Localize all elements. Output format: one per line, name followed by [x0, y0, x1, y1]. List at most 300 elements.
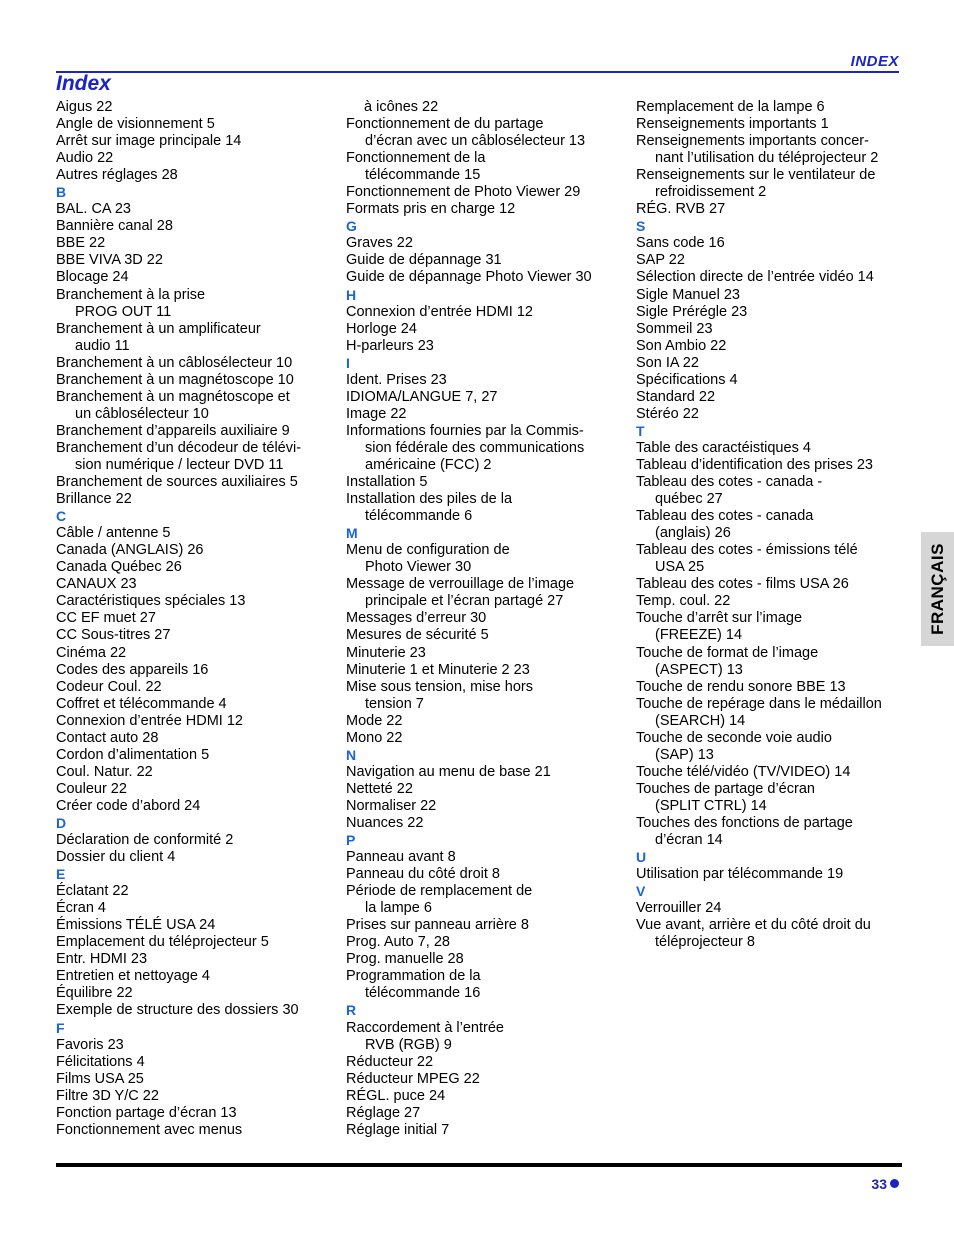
index-entry — [56, 389, 318, 423]
index-entry-text: Audio 22 — [56, 150, 114, 167]
index-entry-text: SAP 22 — [636, 252, 685, 269]
index-entry-text: Guide de dépannage 31 — [346, 252, 502, 269]
index-entry-text: H-parleurs 23 — [346, 337, 434, 354]
index-entry — [636, 917, 898, 951]
index-entry-text: Branchement de sources auxiliaires 5 — [56, 474, 298, 491]
index-entry — [346, 150, 608, 184]
section-letter: I — [346, 354, 350, 371]
index-entry — [56, 747, 318, 764]
index-entry-text: Menu de configuration de — [346, 542, 510, 559]
section-letter: C — [56, 508, 67, 525]
index-entry — [56, 525, 318, 542]
index-entry-text: Cinéma 22 — [56, 644, 127, 661]
index-entry-text: Films USA 25 — [56, 1070, 144, 1087]
index-entry-text: Ident. Prises 23 — [346, 371, 447, 388]
index-entry — [56, 150, 318, 167]
index-entry-text: Horloge 24 — [346, 320, 417, 337]
index-entry-text: Coffret et télécommande 4 — [56, 695, 227, 712]
index-entry-text: Déclaration de conformité 2 — [56, 832, 234, 849]
index-entry — [636, 781, 898, 815]
index-entry-text: Mesures de sécurité 5 — [346, 627, 489, 644]
index-entry — [346, 730, 608, 747]
index-entry-text: RÉG. RVB 27 — [636, 201, 726, 218]
index-entry — [346, 645, 608, 662]
language-tab — [921, 532, 954, 646]
index-entry-continuation: d’écran avec un câblosélecteur 13 — [365, 133, 586, 150]
index-entry-text: Couleur 22 — [56, 780, 127, 797]
index-entry-text: Écran 4 — [56, 900, 106, 917]
index-entry — [636, 457, 898, 474]
index-entry — [636, 372, 898, 389]
index-entry — [636, 133, 898, 167]
index-entry — [56, 900, 318, 917]
index-entry-text: Sigle Manuel 23 — [636, 286, 740, 303]
index-entry-text: Messages d’erreur 30 — [346, 610, 487, 627]
index-entry — [636, 167, 898, 201]
section-letter: B — [56, 184, 67, 201]
index-entry — [56, 883, 318, 900]
index-entry — [56, 610, 318, 627]
index-entry-text: Angle de visionnement 5 — [56, 116, 215, 133]
index-entry — [56, 627, 318, 644]
index-entry — [346, 713, 608, 730]
index-entry — [56, 1088, 318, 1105]
index-entry-continuation: (SPLIT CTRL) 14 — [655, 797, 767, 814]
index-entry — [56, 696, 318, 713]
index-entry — [636, 645, 898, 679]
index-entry-text: Sans code 16 — [636, 235, 725, 252]
index-entry-continuation: d’écran 14 — [655, 832, 723, 849]
index-entry — [346, 1088, 608, 1105]
index-entry-text: Touche de rendu sonore BBE 13 — [636, 678, 846, 695]
index-entry-text: Cordon d’alimentation 5 — [56, 746, 210, 763]
index-entry-text: Éclatant 22 — [56, 883, 129, 900]
index-entry — [56, 662, 318, 679]
index-entry-text: Panneau avant 8 — [346, 849, 456, 866]
index-entry — [346, 235, 608, 252]
index-entry — [346, 252, 608, 269]
index-entry-text: Canada (ANGLAIS) 26 — [56, 542, 204, 559]
index-entry-text: Programmation de la — [346, 968, 481, 985]
index-entry — [346, 116, 608, 150]
index-entry-continuation: USA 25 — [655, 559, 705, 576]
index-entry — [636, 338, 898, 355]
index-entry-text: CC Sous-titres 27 — [56, 627, 171, 644]
index-entry-continuation: PROG OUT 11 — [75, 303, 172, 320]
index-entry-continuation: principale et l’écran partagé 27 — [365, 593, 564, 610]
index-entry-text: Touche de format de l’image — [636, 644, 819, 661]
index-entry-text: Câble / antenne 5 — [56, 525, 171, 542]
page-number: 33 — [871, 1176, 887, 1192]
index-entry-text: Réglage initial 7 — [346, 1121, 450, 1138]
index-entry — [56, 934, 318, 951]
index-entry-text: Branchement d’un décodeur de télévi- — [56, 439, 302, 456]
index-entry — [56, 355, 318, 372]
index-entry-text: Standard 22 — [636, 388, 716, 405]
index-entry-text: Tableau d’identification des prises 23 — [636, 456, 873, 473]
section-letter: U — [636, 849, 647, 866]
index-column-3 — [636, 99, 898, 951]
index-entry-continuation: (anglais) 26 — [655, 525, 731, 542]
index-entry — [346, 815, 608, 832]
index-entry — [56, 1122, 318, 1139]
index-entry-text: Arrêt sur image principale 14 — [56, 133, 242, 150]
index-entry-text: Connexion d’entrée HDMI 12 — [56, 712, 243, 729]
index-entry — [56, 252, 318, 269]
index-entry — [346, 389, 608, 406]
index-entry — [636, 389, 898, 406]
index-entry-text: Tableau des cotes - émissions télé — [636, 542, 858, 559]
section-letter: T — [636, 422, 645, 439]
section-letter: D — [56, 814, 67, 831]
index-entry-text: Prises sur panneau arrière 8 — [346, 917, 529, 934]
index-entry-text: Touches des fonctions de partage — [636, 814, 853, 831]
index-entry-text: Son Ambio 22 — [636, 337, 727, 354]
index-entry — [636, 815, 898, 849]
index-entry-text: Netteté 22 — [346, 780, 413, 797]
index-entry-text: Codes des appareils 16 — [56, 661, 209, 678]
index-entry-text: Verrouiller 24 — [636, 900, 722, 917]
index-entry — [636, 542, 898, 576]
index-entry-text: Panneau du côté droit 8 — [346, 866, 500, 883]
index-entry-text: Minuterie 23 — [346, 644, 426, 661]
index-entry-text: Canada Québec 26 — [56, 559, 182, 576]
index-entry — [346, 542, 608, 576]
section-letter: N — [346, 746, 357, 763]
index-entry — [346, 866, 608, 883]
index-entry — [56, 593, 318, 610]
index-entry — [56, 269, 318, 286]
index-entry-text: Contact auto 28 — [56, 729, 159, 746]
index-entry — [346, 576, 608, 610]
running-head: INDEX — [850, 53, 899, 70]
index-entry — [346, 1071, 608, 1088]
section-letter: V — [636, 883, 646, 900]
index-entry-continuation: (SEARCH) 14 — [655, 712, 746, 729]
index-entry — [56, 440, 318, 474]
section-letter: S — [636, 218, 646, 235]
index-entry-text: Réglage 27 — [346, 1104, 421, 1121]
index-entry-text: Renseignements importants concer- — [636, 133, 869, 150]
index-entry — [56, 559, 318, 576]
index-entry — [636, 321, 898, 338]
index-entry — [346, 372, 608, 389]
index-entry — [346, 764, 608, 781]
index-entry-text: Codeur Coul. 22 — [56, 678, 162, 695]
index-entry-text: Remplacement de la lampe 6 — [636, 99, 825, 115]
index-entry — [346, 201, 608, 218]
index-entry-text: Bannière canal 28 — [56, 218, 173, 235]
index-entry-text: Équilibre 22 — [56, 985, 133, 1002]
index-entry — [56, 968, 318, 985]
index-entry-text: Réducteur 22 — [346, 1053, 434, 1070]
index-entry-continuation: sion numérique / lecteur DVD 11 — [75, 456, 284, 473]
index-entry-text: Émissions TÉLÉ USA 24 — [56, 917, 216, 934]
index-entry-continuation: la lampe 6 — [365, 900, 432, 917]
index-entry — [636, 900, 898, 917]
index-entry — [56, 798, 318, 815]
index-entry-text: Son IA 22 — [636, 354, 699, 371]
index-entry — [346, 968, 608, 1002]
index-entry — [56, 372, 318, 389]
index-entry-continuation: un câblosélecteur 10 — [75, 405, 209, 422]
index-entry — [56, 730, 318, 747]
index-entry — [636, 610, 898, 644]
index-entry-text: Temp. coul. 22 — [636, 593, 731, 610]
index-entry — [636, 576, 898, 593]
index-entry — [636, 99, 898, 116]
section-letter: E — [56, 866, 66, 883]
index-entry-text: Tableau des cotes - films USA 26 — [636, 576, 849, 593]
index-entry — [346, 679, 608, 713]
index-entry-text: Prog. manuelle 28 — [346, 951, 464, 968]
index-entry-text: Message de verrouillage de l’image — [346, 576, 575, 593]
index-entry-text: Félicitations 4 — [56, 1053, 145, 1070]
index-entry-text: Favoris 23 — [56, 1036, 124, 1053]
index-entry-text: Table des caractéistiques 4 — [636, 439, 811, 456]
index-entry-text: Raccordement à l’entrée — [346, 1019, 504, 1036]
index-entry — [636, 252, 898, 269]
index-entry — [636, 593, 898, 610]
index-entry — [56, 576, 318, 593]
index-entry-text: Spécifications 4 — [636, 371, 738, 388]
index-entry-text: RÉGL. puce 24 — [346, 1087, 446, 1104]
index-entry-text: Autres réglages 28 — [56, 167, 178, 184]
index-entry-text: Touche de repérage dans le médaillon — [636, 695, 882, 712]
index-entry-text: Normaliser 22 — [346, 797, 437, 814]
index-entry — [346, 781, 608, 798]
page-title: Index — [56, 72, 111, 95]
section-letter: R — [346, 1002, 357, 1019]
index-entry-text: Branchement à un magnétoscope 10 — [56, 371, 294, 388]
section-letter: M — [346, 525, 358, 542]
index-entry-text: Caractéristiques spéciales 13 — [56, 593, 246, 610]
index-entry — [346, 883, 608, 917]
index-entry — [636, 679, 898, 696]
index-column-1 — [56, 99, 318, 1139]
index-entry — [56, 201, 318, 218]
index-entry-text: Brillance 22 — [56, 491, 132, 508]
index-entry-text: CC EF muet 27 — [56, 610, 156, 627]
index-entry-text: Tableau des cotes - canada - — [636, 474, 823, 491]
index-entry-continuation: nant l’utilisation du téléprojecteur 2 — [655, 150, 879, 167]
index-entry — [346, 184, 608, 201]
index-entry — [56, 1054, 318, 1071]
index-entry — [56, 99, 318, 116]
index-entry-text: Sommeil 23 — [636, 320, 713, 337]
index-entry — [56, 781, 318, 798]
index-entry — [56, 645, 318, 662]
index-entry-continuation: tension 7 — [365, 695, 424, 712]
index-entry-continuation: télécommande 15 — [365, 167, 481, 184]
index-entry-text: Réducteur MPEG 22 — [346, 1070, 480, 1087]
index-entry-continuation: (SAP) 13 — [655, 746, 714, 763]
index-entry-text: Graves 22 — [346, 235, 413, 252]
index-entry — [56, 1002, 318, 1019]
index-entry-text: Image 22 — [346, 405, 407, 422]
index-entry-text: IDIOMA/LANGUE 7, 27 — [346, 388, 498, 405]
index-entry — [636, 474, 898, 508]
index-entry — [346, 917, 608, 934]
index-entry — [636, 764, 898, 781]
index-entry-continuation: québec 27 — [655, 491, 723, 508]
top-rule — [56, 71, 899, 73]
index-entry-text: Fonctionnement de Photo Viewer 29 — [346, 184, 581, 201]
index-entry-text: Mode 22 — [346, 712, 403, 729]
index-entry-continuation: Photo Viewer 30 — [365, 559, 472, 576]
index-entry — [636, 406, 898, 423]
index-entry-continuation: (ASPECT) 13 — [655, 661, 743, 678]
index-entry — [346, 474, 608, 491]
index-entry-text: Entr. HDMI 23 — [56, 951, 148, 968]
index-entry — [636, 866, 898, 883]
section-letter: P — [346, 832, 356, 849]
index-entry — [56, 218, 318, 235]
index-entry — [346, 304, 608, 321]
index-entry-text: Minuterie 1 et Minuterie 2 23 — [346, 661, 530, 678]
index-entry-text: Créer code d’abord 24 — [56, 797, 201, 814]
index-entry-continuation: téléprojecteur 8 — [655, 934, 755, 951]
index-entry — [56, 713, 318, 730]
index-entry-text: Dossier du client 4 — [56, 849, 176, 866]
index-entry-text: BBE 22 — [56, 235, 106, 252]
index-entry — [636, 304, 898, 321]
index-entry-continuation: RVB (RGB) 9 — [365, 1036, 452, 1053]
index-entry — [346, 338, 608, 355]
index-entry-text: Branchement à la prise — [56, 286, 206, 303]
index-entry — [636, 269, 898, 286]
index-entry-text: Renseignements sur le ventilateur de — [636, 167, 876, 184]
index-entry — [636, 116, 898, 133]
index-entry-text: Fonction partage d’écran 13 — [56, 1104, 237, 1121]
section-letter: G — [346, 218, 357, 235]
index-entry — [346, 321, 608, 338]
index-entry-continuation: refroidissement 2 — [655, 184, 767, 201]
index-entry-text: Informations fournies par la Commis- — [346, 422, 584, 439]
index-entry — [346, 1054, 608, 1071]
bullet-icon — [890, 1179, 899, 1188]
index-entry-text: Nuances 22 — [346, 814, 424, 831]
index-entry — [346, 99, 608, 116]
index-entry-text: Touches de partage d’écran — [636, 780, 815, 797]
index-entry-continuation: télécommande 16 — [365, 985, 481, 1002]
index-entry-text: Mise sous tension, mise hors — [346, 678, 533, 695]
index-entry — [346, 423, 608, 474]
index-entry — [346, 662, 608, 679]
index-entry — [636, 440, 898, 457]
index-entry-text: Fonctionnement de la — [346, 150, 486, 167]
index-entry — [56, 491, 318, 508]
index-entry — [56, 764, 318, 781]
index-entry — [346, 849, 608, 866]
index-entry-text: Renseignements importants 1 — [636, 116, 829, 133]
index-entry-text: Fonctionnement de du partage — [346, 116, 544, 133]
index-entry-text: Filtre 3D Y/C 22 — [56, 1087, 159, 1104]
index-entry-text: Formats pris en charge 12 — [346, 201, 516, 218]
index-entry — [56, 287, 318, 321]
index-entry-continuation: américaine (FCC) 2 — [365, 456, 492, 473]
index-column-2 — [346, 99, 608, 1139]
index-entry-text: Blocage 24 — [56, 269, 129, 286]
index-entry-text: Sigle Prérégle 23 — [636, 303, 748, 320]
index-entry-continuation: audio 11 — [75, 337, 130, 354]
index-entry-text: Aigus 22 — [56, 99, 113, 115]
bottom-rule — [56, 1163, 902, 1167]
index-entry-text: Touche d’arrêt sur l’image — [636, 610, 803, 627]
index-entry-text: Branchement à un câblosélecteur 10 — [56, 354, 293, 371]
index-entry-text: BAL. CA 23 — [56, 201, 131, 218]
index-entry — [636, 508, 898, 542]
index-entry-text: BBE VIVA 3D 22 — [56, 252, 163, 269]
index-entry — [56, 849, 318, 866]
index-entry — [346, 491, 608, 525]
index-entry — [56, 116, 318, 133]
index-entry — [56, 1105, 318, 1122]
index-entry-text: CANAUX 23 — [56, 576, 137, 593]
index-entry-text: Touche télé/vidéo (TV/VIDEO) 14 — [636, 763, 851, 780]
index-entry — [636, 730, 898, 764]
index-entry — [346, 406, 608, 423]
index-entry — [636, 201, 898, 218]
index-entry — [346, 610, 608, 627]
index-entry — [56, 321, 318, 355]
index-entry-continuation: sion fédérale des communications — [365, 439, 585, 456]
index-entry — [56, 917, 318, 934]
index-entry — [56, 474, 318, 491]
index-entry-text: Mono 22 — [346, 729, 403, 746]
index-entry — [56, 235, 318, 252]
index-entry-text: Tableau des cotes - canada — [636, 508, 814, 525]
index-entry-text: Branchement d’appareils auxiliaire 9 — [56, 422, 290, 439]
index-entry-text: Stéréo 22 — [636, 405, 699, 422]
index-entry-text: Installation 5 — [346, 474, 428, 491]
index-entry-text: Touche de seconde voie audio — [636, 729, 832, 746]
index-entry-text: à icônes 22 — [364, 99, 439, 115]
index-entry — [56, 133, 318, 150]
index-entry — [346, 798, 608, 815]
index-entry-text: Branchement à un magnétoscope et — [56, 388, 290, 405]
index-entry — [56, 167, 318, 184]
index-entry — [56, 985, 318, 1002]
index-entry — [346, 1105, 608, 1122]
index-entry-text: Installation des piles de la — [346, 491, 513, 508]
language-tab-label: FRANÇAIS — [927, 543, 947, 635]
index-entry — [56, 423, 318, 440]
index-entry-text: Connexion d’entrée HDMI 12 — [346, 303, 533, 320]
index-entry-text: Emplacement du téléprojecteur 5 — [56, 934, 269, 951]
index-entry-text: Navigation au menu de base 21 — [346, 763, 551, 780]
index-entry — [56, 832, 318, 849]
index-entry — [56, 1071, 318, 1088]
index-entry-text: Entretien et nettoyage 4 — [56, 968, 210, 985]
index-entry — [56, 1037, 318, 1054]
section-letter: F — [56, 1019, 65, 1036]
index-entry — [346, 627, 608, 644]
index-entry-text: Exemple de structure des dossiers 30 — [56, 1002, 299, 1019]
index-entry — [636, 235, 898, 252]
index-entry — [56, 679, 318, 696]
index-entry — [346, 934, 608, 951]
section-letter: H — [346, 286, 357, 303]
index-entry-text: Fonctionnement avec menus — [56, 1121, 243, 1138]
index-entry — [636, 355, 898, 372]
index-entry — [346, 951, 608, 968]
index-entry-text: Utilisation par télécommande 19 — [636, 866, 844, 883]
index-entry-text: Guide de dépannage Photo Viewer 30 — [346, 269, 592, 286]
index-entry-continuation: télécommande 6 — [365, 508, 473, 525]
index-entry-continuation: (FREEZE) 14 — [655, 627, 743, 644]
index-entry-text: Prog. Auto 7, 28 — [346, 934, 450, 951]
